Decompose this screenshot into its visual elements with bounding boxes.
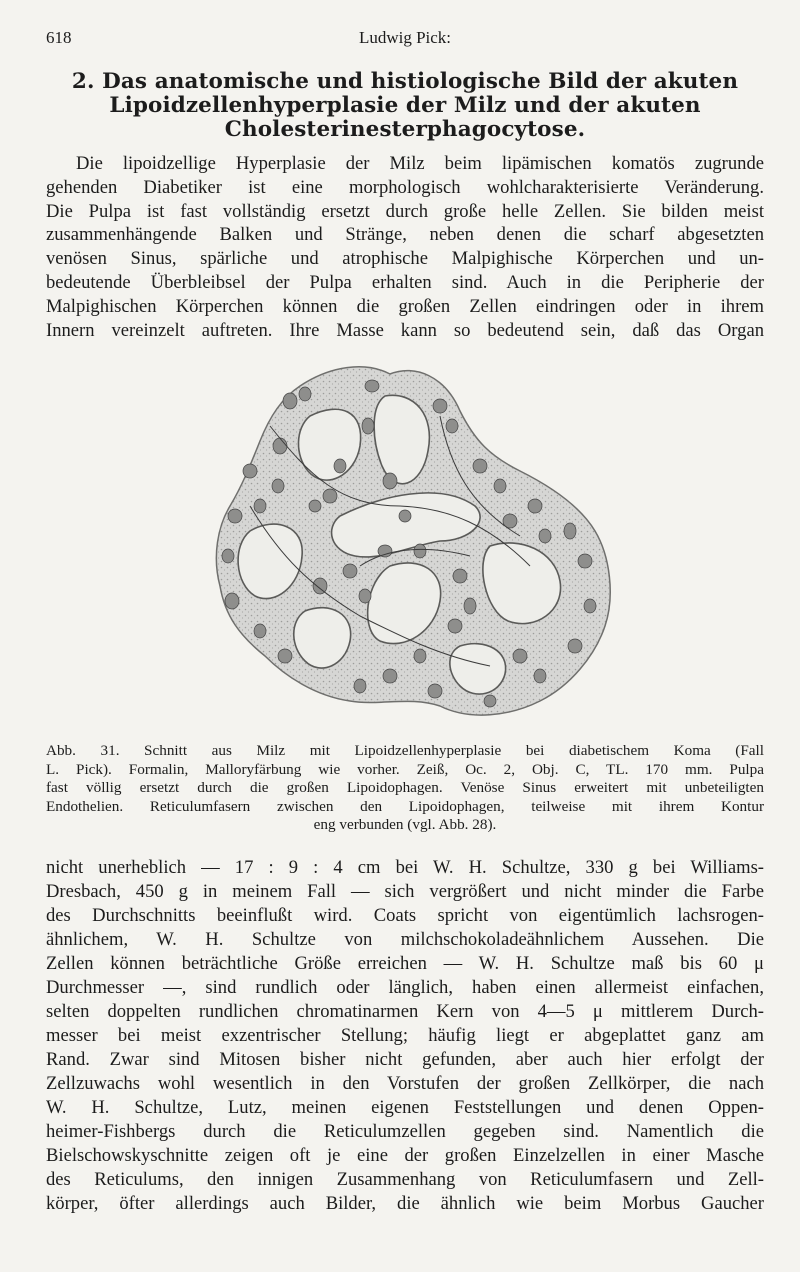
text-line: Innern vereinzelt auftreten. Ihre Masse kann so bedeutend sein, daß das Organ [46,319,764,341]
page-number: 618 [46,28,72,47]
text-line: heimer-Fishbergs durch die Reticulumzellen gegeben sind. Namentlich die [46,1121,764,1142]
text-line: Zellzuwachs wohl wesentlich in den Vorstufen der großen Zellkörper, die nach [46,1073,764,1094]
text-line: bedeutende Überbleibsel der Pulpa erhalten sind. Auch in die Peripherie der [46,271,764,293]
text-line: zusammenhängende Balken und Stränge, neben denen die scharf abgesetzten [46,224,764,246]
text-line: messer bei meist exzentrischer Stellung; häufig liegt er abgeplattet ganz am [46,1025,764,1046]
tissue-section-illustration [190,356,630,731]
text-line: körper, öfter allerdings auch Bilder, die ähnlich wie beim Morbus Gaucher [46,1193,764,1214]
text-line: Malpighischen Körperchen können die großen Zellen eindringen oder in ihrem [46,295,764,317]
text-line: des Durchschnitts beeinflußt wird. Coats spricht von eigentümlich lachsrogen- [46,905,764,926]
text-line: venösen Sinus, spärliche und atrophische Malpighische Körperchen und un- [46,248,764,270]
section-heading [46,70,764,142]
figure-caption [46,742,764,835]
heading-line: 2. Das anatomische und histiologische Bild der akuten [71,69,739,94]
caption-line: L. Pick). Formalin, Malloryfärbung wie vorher. Zeiß, Oc. 2, Obj. C, TL. 170 mm. Pulpa [46,760,764,778]
running-head [46,28,764,52]
text-line: des Reticulums, den innigen Zusammenhang von Reticulumfasern und Zell- [46,1169,764,1190]
running-title: Ludwig Pick: [358,28,452,47]
histology-figure [190,356,630,731]
text-line: Rand. Zwar sind Mitosen bisher nicht gefunden, aber auch hier erfolgt der [46,1049,764,1070]
text-line: Die lipoidzellige Hyperplasie der Milz beim lipämischen komatös zugrunde [76,153,764,174]
text-line: Bielschowskyschnitte zeigen oft je eine der großen Einzelzellen in einer Masche [46,1145,764,1166]
text-line: selten doppelten rundlichen chromatinarmen Kern von 4—5 μ mittlerem Durch- [46,1001,764,1022]
text-line: Durchmesser —, sind rundlich oder länglich, haben einen allermeist einfachen, [46,977,764,998]
paragraph-1 [46,152,764,342]
text-line: gehenden Diabetiker ist eine morphologisch wohlcharakterisierte Veränderung. [46,176,764,198]
text-line: W. H. Schultze, Lutz, meinen eigenen Feststellungen und denen Oppen- [46,1097,764,1118]
text-line: ähnlichem, W. H. Schultze von milchschokoladeähnlichem Aussehen. Die [46,929,764,950]
text-line: Die Pulpa ist fast vollständig ersetzt durch große helle Zellen. Sie bilden meist [46,200,764,222]
caption-line: fast völlig ersetzt durch die großen Lipoidophagen. Venöse Sinus erweitert mit unbeteiligten [46,779,764,797]
text-line: Dresbach, 450 g in meinem Fall — sich vergrößert und nicht minder die Farbe [46,881,764,902]
text-line: nicht unerheblich — 17 : 9 : 4 cm bei W. H. Schultze, 330 g bei Williams- [46,857,764,878]
heading-line: Cholesterinesterphagocytose. [224,117,586,142]
caption-line: Abb. 31. Schnitt aus Milz mit Lipoidzellenhyperplasie bei diabetischem Koma (Fall [46,742,764,759]
caption-line: eng verbunden (vgl. Abb. 28). [313,816,497,834]
paragraph-2 [46,856,764,1216]
caption-line: Endothelien. Reticulumfasern zwischen den Lipoidophagen, teilweise mit ihrem Kontur [46,797,764,815]
text-line: Zellen können beträchtliche Größe erreichen — W. H. Schultze maß bis 60 μ [46,953,764,974]
heading-line: Lipoidzellenhyperplasie der Milz und der akuten [109,93,701,118]
